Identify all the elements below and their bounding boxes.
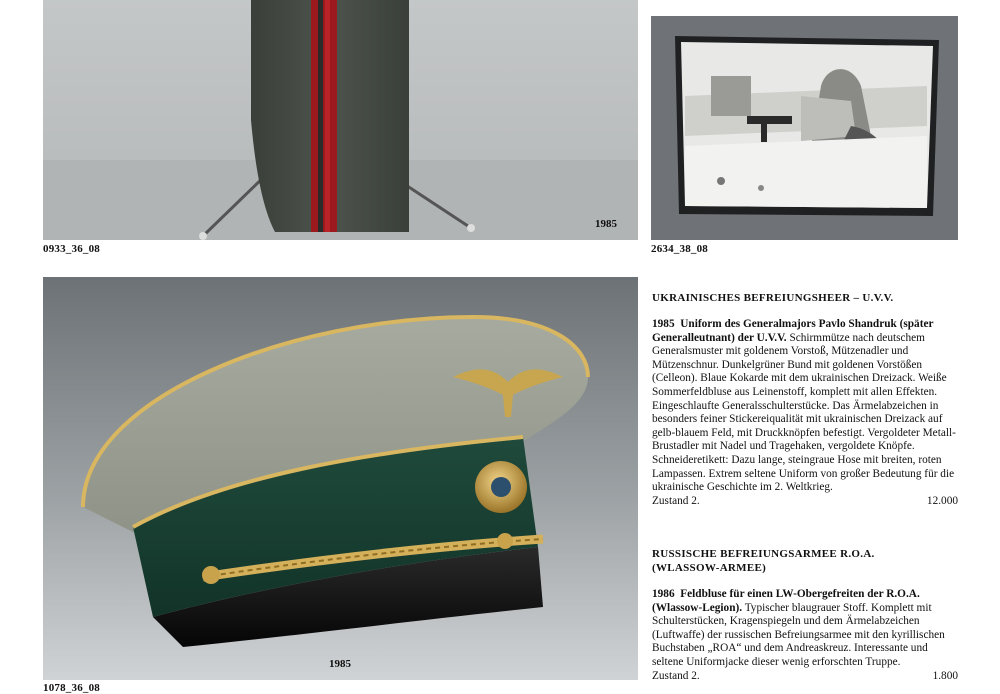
- lot-1985-number: 1985: [652, 318, 675, 330]
- trousers-lot-label: 1985: [595, 218, 617, 230]
- lot-1985-condition: Zustand 2.: [652, 494, 700, 507]
- lot-1985-title: Uniform des Generalmajors Pavlo Shandruk (später Generalleutnant) der U.V.V.: [652, 318, 934, 344]
- lot-1985-footer: [652, 495, 958, 509]
- section-heading-roa-line1: RUSSISCHE BEFREIUNGSARMEE R.O.A.: [652, 548, 875, 560]
- trousers-image: [43, 0, 638, 240]
- visor-cap-image: [43, 277, 638, 680]
- lot-1986-condition: Zustand 2.: [652, 669, 700, 682]
- lot-1986-number: 1986: [652, 588, 675, 600]
- visor-cap-photo: [43, 277, 638, 680]
- lot-1986-description: [652, 588, 958, 683]
- winter-photo-image: [651, 16, 958, 240]
- lot-1985-description: [652, 318, 958, 508]
- trousers-ref: 0933_36_08: [43, 243, 100, 255]
- lot-1985-body: Schirmmütze nach deutschem Generalsmuster mit goldenem Vorstoß, Mützenadler und Mützenschnur. Dunkelgrüner Bund mit goldenen Vorstößen (Celleon). Blaue Kokarde mit dem ukrainischen Dreizack. Weiße Sommerfeldbluse aus Leinenstoff, komplett mit allen Effekten. Eingeschlaufte Generalsschulterstücke. Das Ärmelabzeichen in besonders feiner Stickereiqualität mit ukrainischen Dreizack auf gelb-blauem Feld, mit Druckknöpfen befestigt. Vergoldeter Metall-Brustadler mit Nadel und Tragehaken, vergoldete Knöpfe. Schneideretikett: Dazu lange, steingraue Hose mit breiten, roten Lampassen. Extrem seltene Uniform von großer Bedeutung für die ukrainische Geschichte im 2. Weltkrieg.: [652, 331, 956, 494]
- lot-1986-footer: [652, 670, 958, 684]
- winter-photo-ref: 2634_38_08: [651, 243, 708, 255]
- lot-1986-price: 1.800: [932, 669, 958, 682]
- visor-cap-ref: 1078_36_08: [43, 682, 100, 694]
- lot-1985-price: 12.000: [926, 494, 958, 507]
- lot-1986-title: Feldbluse für einen LW-Obergefreiten der R.O.A. (Wlassow-Legion).: [652, 588, 920, 614]
- section-heading-roa: [652, 548, 958, 575]
- lot-1986-body: Typischer blaugrauer Stoff. Komplett mit Schulterstücken, Kragenspiegeln und dem Ärmelabzeichen (Luftwaffe) der russischen Befreiungsarmee mit den kyrillischen Buchstaben „ROA“ und dem Andreaskreuz. Interessante und seltene Uniformjacke dieser wenig erforschten Truppe.: [652, 601, 945, 668]
- visor-cap-lot-label: 1985: [329, 658, 351, 670]
- section-heading-roa-line2: (WLASSOW-ARMEE): [652, 561, 767, 574]
- trousers-photo: [43, 0, 638, 240]
- section-heading-ukrainian-army: UKRAINISCHES BEFREIUNGSHEER – U.V.V.: [652, 292, 894, 304]
- winter-photo: [651, 16, 958, 240]
